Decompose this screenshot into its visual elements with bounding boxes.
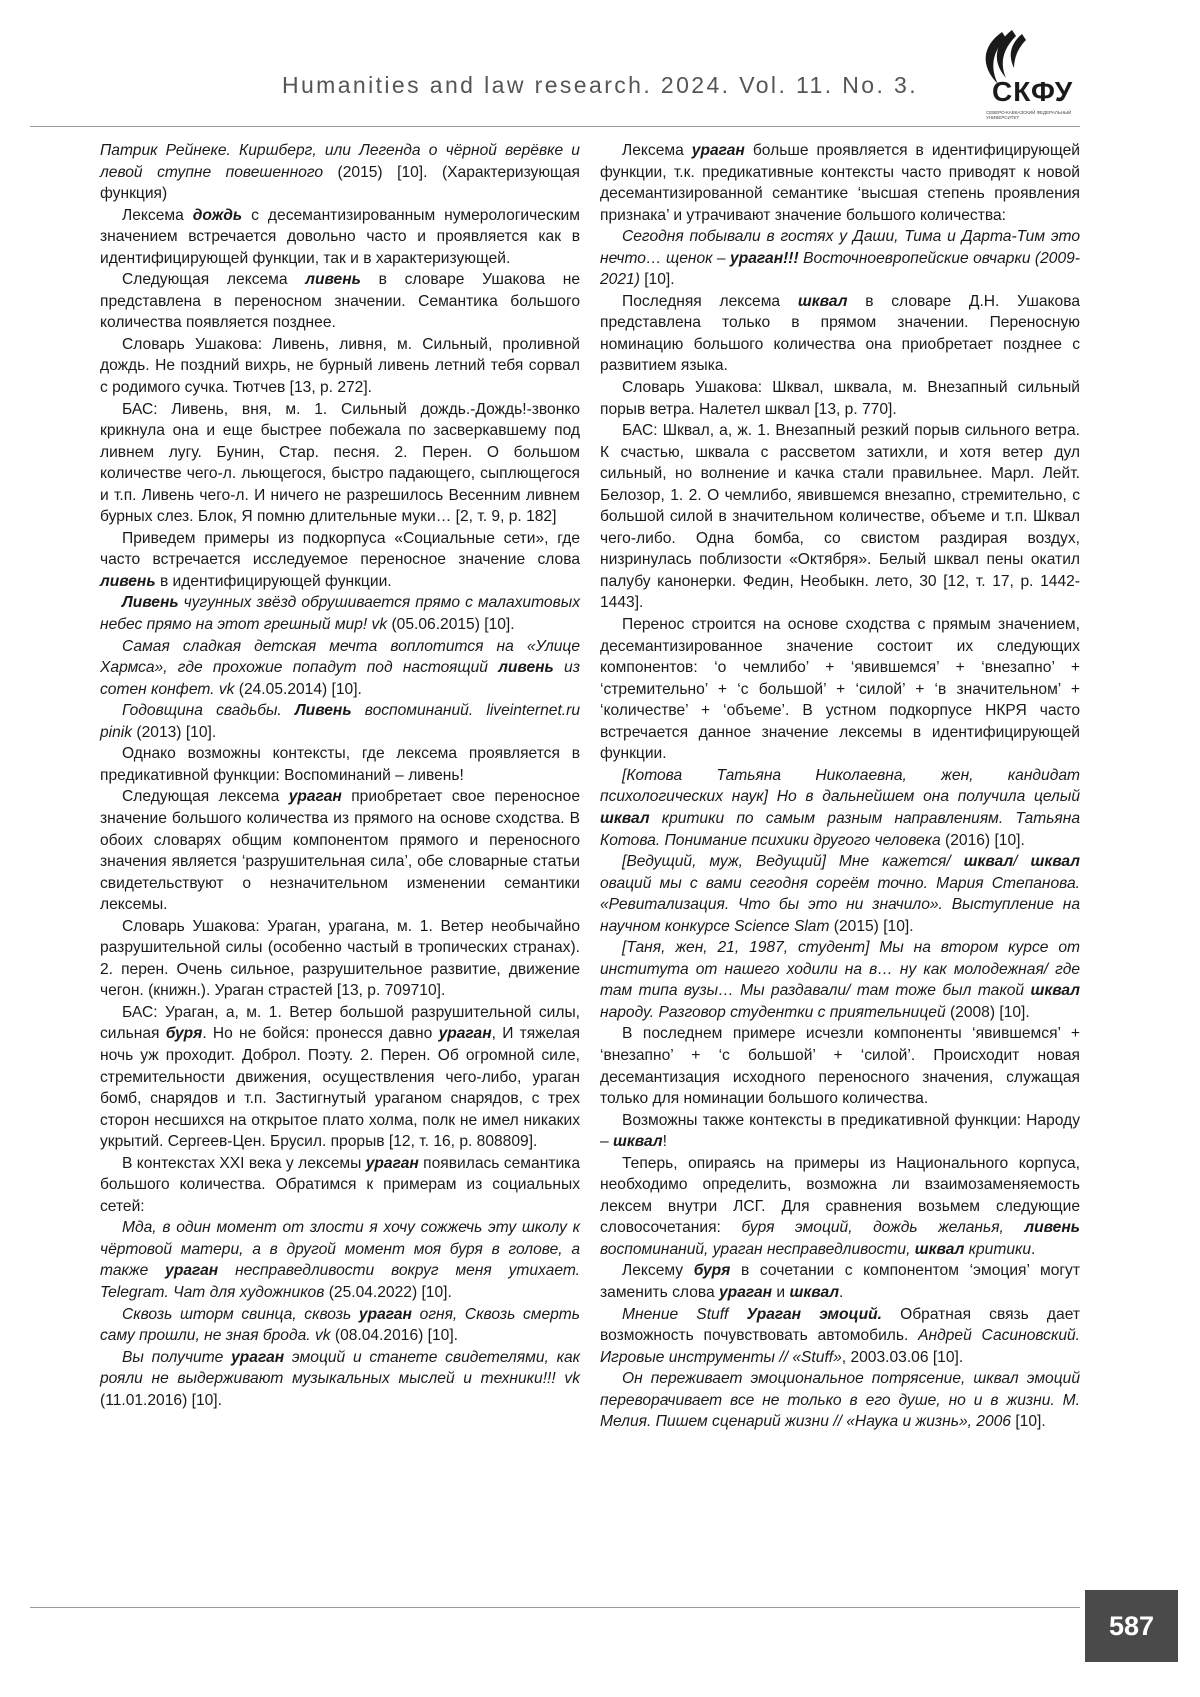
paragraph: Однако возможны контексты, где лексема проявляется в предикативной функции: Воспоминаний – ливень!	[100, 745, 580, 784]
paragraph: Лексему буря в сочетании с компонентом ‘эмоция’ могут заменить слова ураган и шквал.	[600, 1262, 1080, 1301]
example: Сегодня побывали в гостях у Даши, Тима и Дарта-Тим это нечто… щенок – ураган!!! Восточноевропейские овчарки (2009-2021) [10].	[600, 228, 1080, 289]
paragraph: Патрик Рейнеке. Киршберг, или Легенда о чёрной верёвке и левой ступне повешенного (2015) [10]. (Характеризующая функция)	[100, 142, 580, 203]
paragraph: Словарь Ушакова: Ливень, ливня, м. Сильный, проливной дождь. Не поздний вихрь, не бурный ливень летний тебя сорвал с родимого сучка. Тютчев [13, p. 272].	[100, 335, 580, 397]
paragraph: БАС: Ливень, вня, м. 1. Сильный дождь.-Дождь!-звонко крикнула она и еще быстрее побежала по засверкавшему под ливнем лугу. Бунин, Стар. песня. 2. Перен. О большом количестве чего-л. льющегося, быстро падающего, сыплющегося и т.п. Ливень чего-л. И ничего не разрешилось Весенним ливнем бурных слез. Блок, Я помню длительные муки… [2, т. 9, p. 182]	[100, 400, 580, 526]
paragraph: Теперь, опираясь на примеры из Национального корпуса, необходимо определить, возможна ли взаимозаменяемость лексем внутри ЛСГ. Для сравнения возьмем следующие словосочетания: буря эмоций, дождь желанья, ливень воспоминаний, ураган несправедливости, шквал критики.	[600, 1154, 1080, 1258]
page-number: 587	[1085, 1590, 1178, 1662]
logo-subtitle: СЕВЕРО-КАВКАЗСКИЙ ФЕДЕРАЛЬНЫЙ УНИВЕРСИТЕТ	[986, 110, 1072, 120]
paragraph: Словарь Ушакова: Ураган, урагана, м. 1. Ветер необычайно разрушительной силы (особенно частый в тропических странах). 2. перен. Очень сильное, разрушительное развитие, движение чегон. (книжн.). Ураган страстей [13, p. 709710].	[100, 917, 580, 1000]
logo-text: СКФУ	[992, 76, 1074, 107]
paragraph: БАС: Шквал, а, ж. 1. Внезапный резкий порыв сильного ветра. К счастью, шквала с рассветом затихли, и хотя ветер дул сильный, но волнение и качка стали правильнее. Марл. Лейт. Белозор, 1. 2. О чемлибо, явившемся внезапно, стремительно, с большой силой в значительном количестве, объеме и т.п. Шквал чего-либо. Одна бомба, со свистом раздирая воздух, низринулась поблизости «Октября». Белый шквал пены окатил палубу канонерки. Федин, Необыкн. лето, 30 [12, т. 17, p. 1442-1443].	[600, 422, 1080, 612]
example: Он переживает эмоциональное потрясение, шквал эмоций переворачивает все не только в его душе, но и в жизни. М. Мелия. Пишем сценарий жизни // «Наука и жизнь», 2006 [10].	[600, 1370, 1080, 1431]
example: Самая сладкая детская мечта воплотится на «Улице Хармса», где прохожие попадут под настоящий ливень из сотен конфет. vk (24.05.2014) [10].	[100, 637, 580, 698]
example: Сквозь шторм свинца, сквозь ураган огня, Сквозь смерть саму прошли, не зная брода. vk (08.04.2016) [10].	[100, 1305, 580, 1345]
right-column	[600, 140, 1080, 1433]
paragraph: В контекстах XXI века у лексемы ураган появилась семантика большого количества. Обратимся к примерам из социальных сетей:	[100, 1154, 581, 1215]
paragraph: Следующая лексема ливень в словаре Ушакова не представлена в переносном значении. Семантика большого количества появляется позднее.	[100, 271, 580, 332]
left-column	[100, 140, 580, 1411]
paragraph: Перенос строится на основе сходства с прямым значением, десемантизированное значение состоит их следующих компонентов: ‘о чемлибо’ + ‘явившемся’ + ‘внезапно’ + ‘стремительно’ + ‘с большой’ + ‘силой’ + ‘в значительном’ + ‘количестве’ + ‘объеме’. В устном подкорпусе НКРЯ часто встречается данное значение лексемы в идентифицирующей функции.	[600, 616, 1080, 763]
example: [Таня, жен, 21, 1987, студент] Мы на втором курсе от института от нашего ходили на в… ну как молодежная/ где там типа вузы… Мы раздавали/ там тоже был такой шквал народу. Разговор студентки с приятельницей (2008) [10].	[600, 939, 1080, 1021]
header-divider	[30, 126, 1080, 127]
example: Мда, в один момент от злости я хочу сожжечь эту школу к чёртовой матери, а в другой момент моя буря в голове, а также ураган несправедливости вокруг меня утихает. Telegram. Чат для художников (25.04.2022) [10].	[100, 1219, 580, 1301]
paragraph: Приведем примеры из подкорпуса «Социальные сети», где часто встречается исследуемое переносное значение слова ливень в идентифицирующей функции.	[100, 529, 580, 590]
paragraph: В последнем примере исчезли компоненты ‘явившемся’ + ‘внезапно’ + ‘с большой’ + ‘силой’. Происходит новая десемантизация исходного переносного значения, служащая только для номинации большого количества.	[600, 1025, 1080, 1108]
paragraph: Лексема ураган больше проявляется в идентифицирующей функции, т.к. предикативные контексты часто приводят к новой десемантизированной семантике ‘высшая степень проявления признака’ и утрачивают значение большого количества:	[600, 142, 1080, 224]
footer-divider	[30, 1607, 1080, 1608]
example: Вы получите ураган эмоций и станете свидетелями, как рояли не выдерживают музыкальных мыслей и техники!!! vk (11.01.2016) [10].	[100, 1348, 580, 1409]
paragraph: БАС: Ураган, а, м. 1. Ветер большой разрушительной силы, сильная буря. Но не бойся: пронесся давно ураган, И тяжелая ночь уж проходит. Доброл. Поэту. 2. Перен. Об огромной силе, стремительности движения, осуществления чего-либо, ураган бомб, снарядов и т.п. Застигнутый ураганом снарядов, с трех сторон несшихся на открытое плато холма, полк не имел никаких укрытий. Сергеев-Цен. Брусил. прорыв [12, т. 16, p. 808809].	[100, 1003, 581, 1151]
example: Годовщина свадьбы. Ливень воспоминаний. liveinternet.ru pinik (2013) [10].	[100, 702, 580, 741]
paragraph: Последняя лексема шквал в словаре Д.Н. Ушакова представлена только в прямом значении. Переносную номинацию большого количества она приобретает позднее с развитием языка.	[600, 292, 1080, 375]
paragraph: Следующая лексема ураган приобретает свое переносное значение большого количества из прямого на основе сходства. В обоих словарях общим компонентом прямого и переносного значения является ‘разрушительная сила’, обе словарные статьи свидетельствуют о незначительном изменении семантики лексемы.	[100, 788, 580, 914]
paragraph: Лексема дождь с десемантизированным нумерологическим значением встречается довольно часто и проявляется как в идентифицирующей функции, так и в характеризующей.	[100, 206, 580, 267]
example: Мнение Stuff Ураган эмоций. Обратная связь дает возможность почувствовать автомобиль. Андрей Сасиновский. Игровые инструменты // «Stuff», 2003.03.06 [10].	[600, 1305, 1080, 1366]
paragraph: Возможны также контексты в предикативной функции: Народу – шквал!	[600, 1111, 1080, 1151]
university-logo	[972, 28, 1092, 128]
example: [Ведущий, муж, Ведущий] Мне кажется/ шквал/ шквал оваций мы с вами сегодня сореём точно. Мария Степанова. «Ревитализация. Что бы это ни значило». Выступление на научном конкурсе Science Slam (2015) [10].	[600, 853, 1080, 935]
paragraph: Словарь Ушакова: Шквал, шквала, м. Внезапный сильный порыв ветра. Налетел шквал [13, p. 770].	[600, 379, 1080, 418]
example: Ливень чугунных звёзд обрушивается прямо с малахитовых небес прямо на этот грешный мир! vk (05.06.2015) [10].	[100, 594, 580, 634]
example: [Котова Татьяна Николаевна, жен, кандидат психологических наук] Но в дальнейшем она получила целый шквал критики по самым разным направлениям. Татьяна Котова. Понимание психики другого человека (2016) [10].	[600, 766, 1080, 849]
journal-title: Humanities and law research. 2024. Vol. 11. No. 3.	[281, 72, 919, 98]
